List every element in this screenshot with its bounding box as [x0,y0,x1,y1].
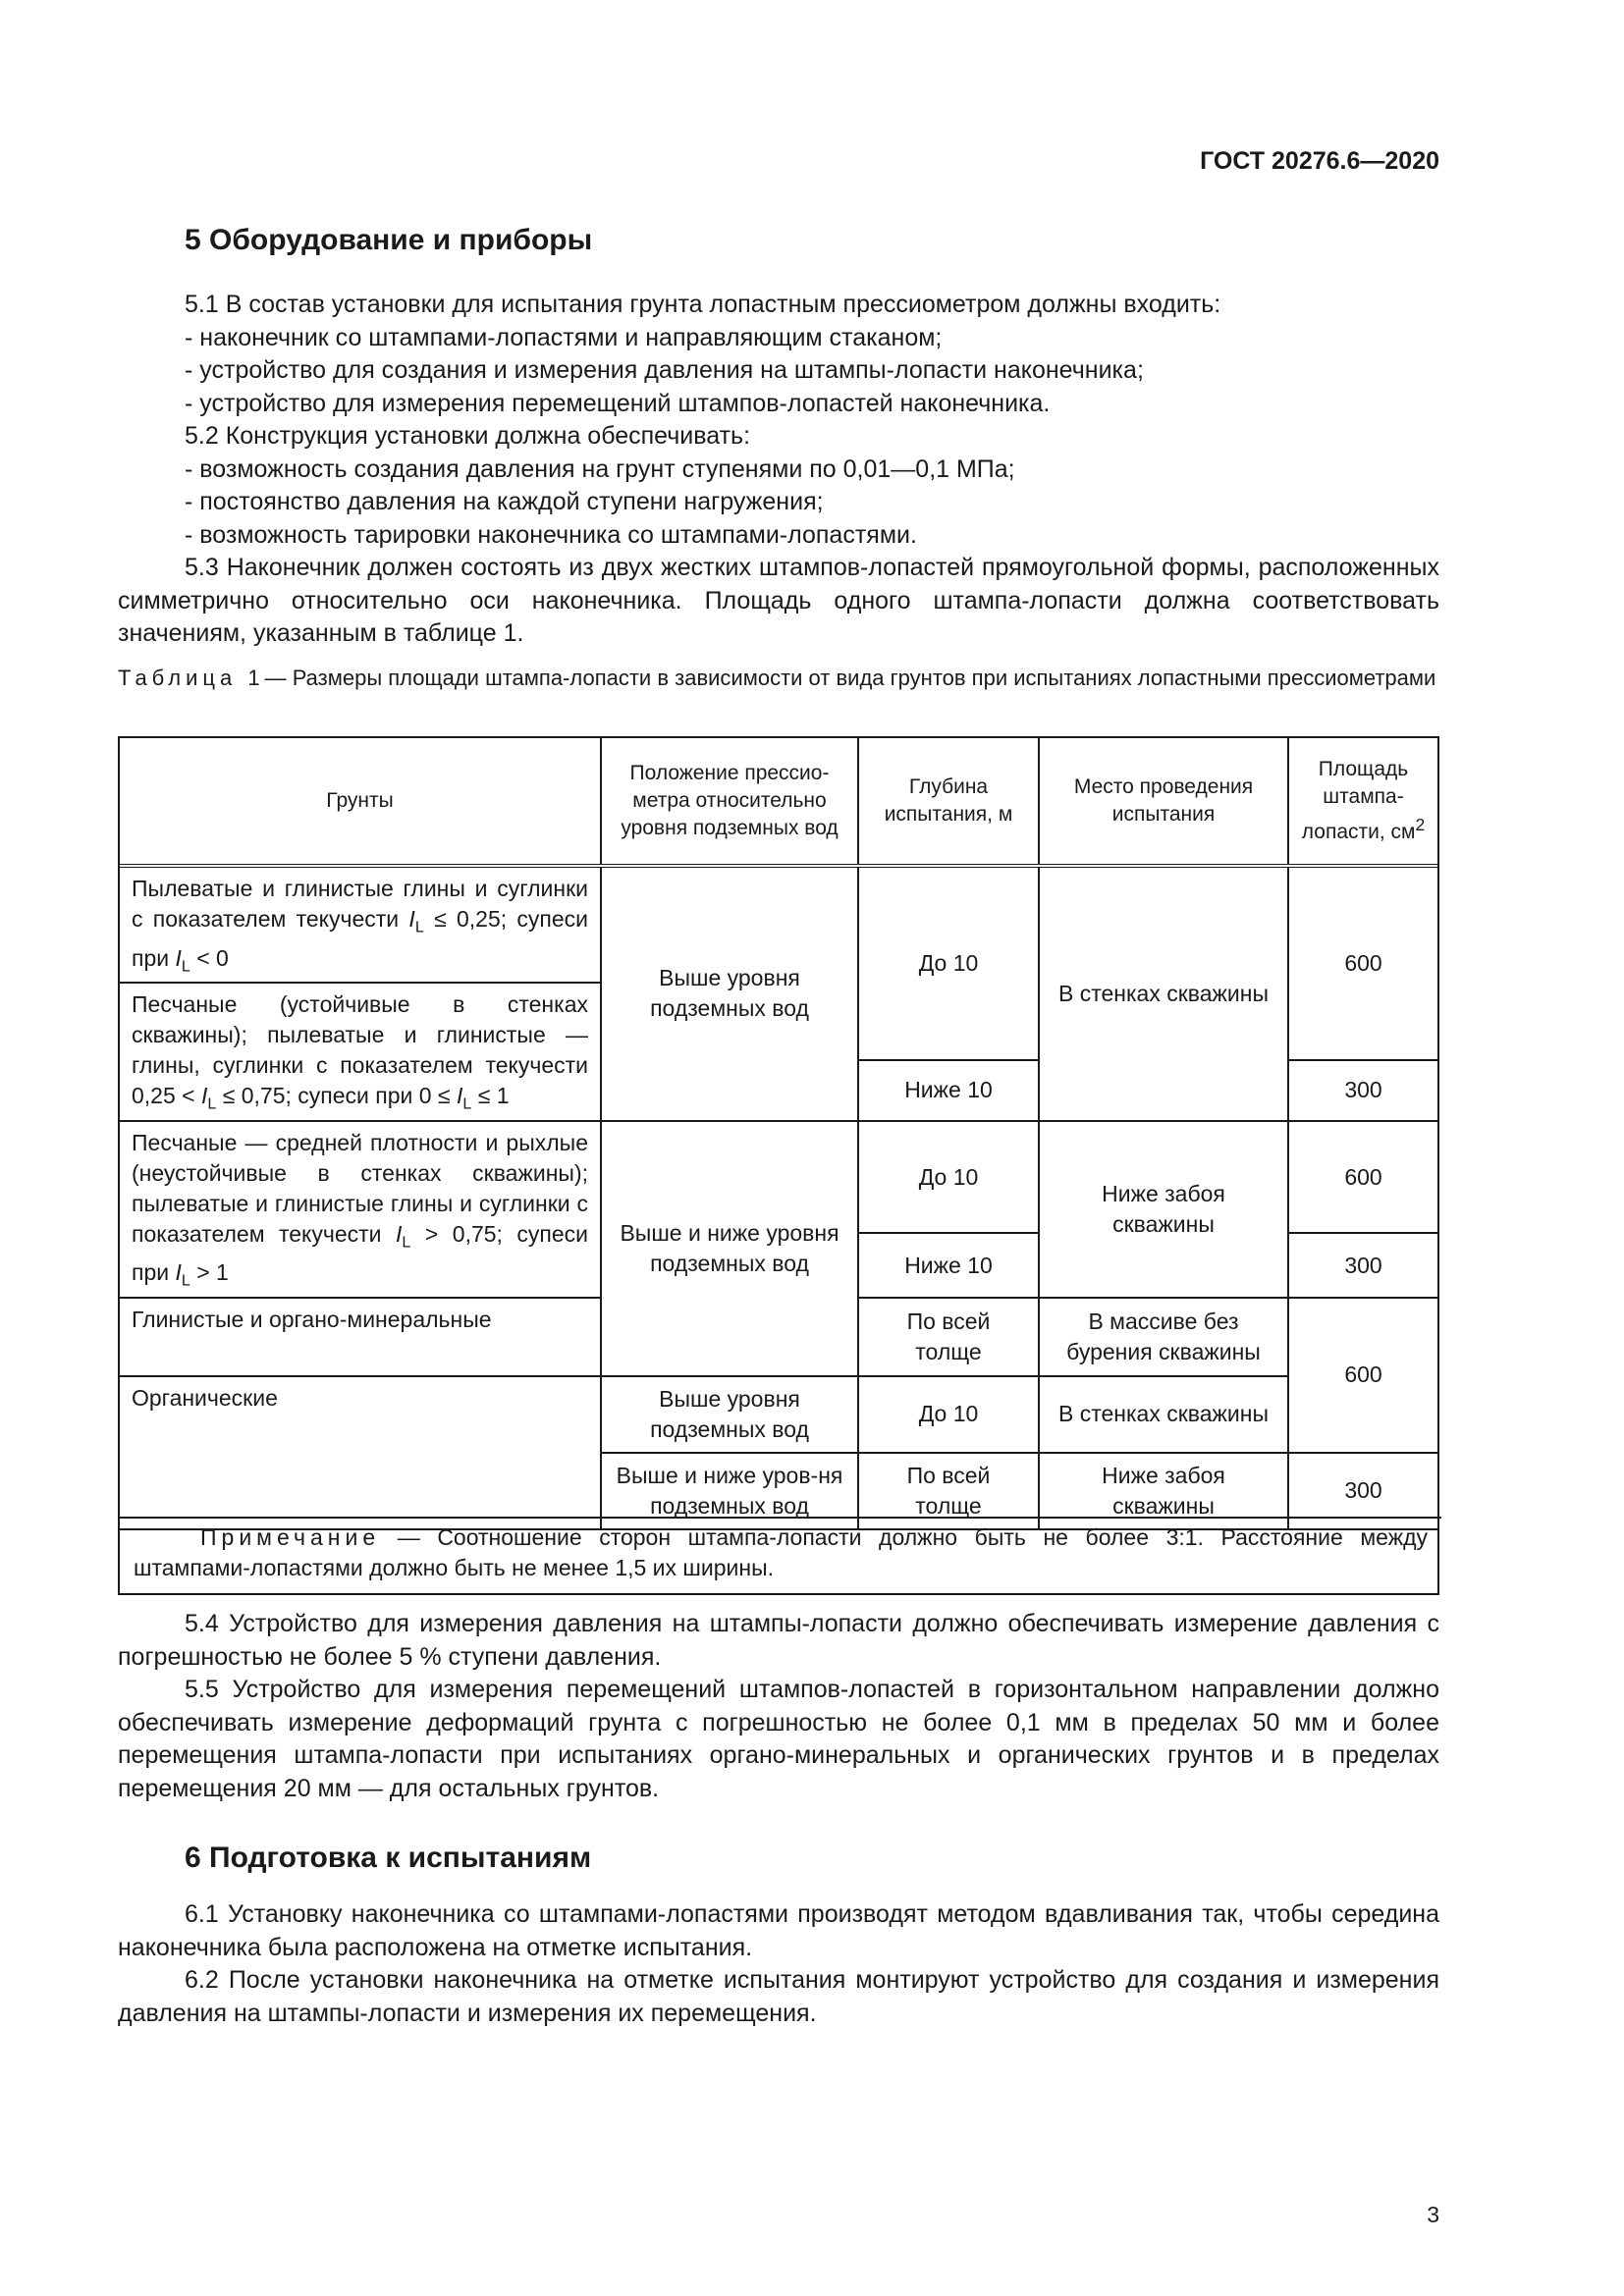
depth-cell-2: Ниже 10 [858,1060,1039,1121]
table-row [120,866,1437,983]
header-area [1288,738,1437,866]
place-cell-5: Ниже забоя скважины [1039,1453,1288,1529]
paragraph-5-5: 5.5 Устройство для измерения перемещений штампов-лопастей в горизонтальном направлении должно обеспечивать измерение деформаций грунта с погрешностью не более 0,1 мм в пределах 50 мм и более перемещения штампа-лопасти при испытаниях органо-минеральных и органических грунтов и в пределах перемещения 20 мм — для остальных грунтов. [118,1676,1439,1802]
table-caption-label: Таблица 1 [118,666,265,690]
section-5-heading: 5 Оборудование и приборы [185,224,593,256]
table-row [120,1121,1437,1233]
place-cell-2: Ниже забоя скважины [1039,1121,1288,1298]
page-number: 3 [1427,2202,1439,2227]
soil-cell-1: Пылеватые и глинистые глины и суглинки с показателем текучести $I_L \le 0,25$; супеси при $I_L < 0$ [120,866,601,983]
table-1 [120,738,1437,1530]
depth-cell-1: До 10 [858,866,1039,1060]
soil-cell-4: Глинистые и органо-минеральные [120,1298,601,1376]
area-cell-3: 600 [1288,1121,1437,1233]
header-depth: Глубина испытания, м [858,738,1039,866]
header-place: Место проведения испытания [1039,738,1288,866]
paragraph-5-3: 5.3 Наконечник должен состоять из двух жестких штампов-лопастей прямоугольной формы, расположенных симметрично относительно оси наконечника. Площадь одного штампа-лопасти должна соответствовать значениям, указанным в таблице 1. [118,554,1439,647]
depth-cell-6: До 10 [858,1376,1039,1453]
note-text: — Соотношение сторон штампа-лопасти должно быть не более 3:1. Расстояние между штампами-лопастями должно быть не менее 1,5 их ширины. [134,1524,1428,1580]
table-caption-text: — Размеры площади штампа-лопасти в зависимости от вида грунтов при испытаниях лопастными прессиометрами [264,666,1436,690]
section-6-body [118,1898,1439,2030]
table-note [120,1517,1441,1583]
section-6-heading: 6 Подготовка к испытаниям [185,1842,592,1874]
position-cell-1: Выше уровня подземных вод [601,866,858,1121]
position-cell-3: Выше уровня подземных вод [601,1376,858,1453]
paragraph-6-1: 6.1 Установку наконечника со штампами-лопастями производят методом вдавливания так, чтобы середина наконечника была расположена на отметке испытания. [118,1900,1439,1961]
depth-cell-5: По всей толще [858,1298,1039,1376]
table-caption [118,664,1439,693]
header-area-text: Площадь штампа-лопасти, см [1301,758,1416,843]
area-cell-4: 300 [1288,1233,1437,1298]
paragraph-5-1: 5.1 В состав установки для испытания грунта лопастным прессиометром должны входить: [185,291,1221,318]
standard-code: ГОСТ 20276.6—2020 [1200,147,1439,175]
list-item: - наконечник со штампами-лопастями и направляющим стаканом; [185,323,943,351]
area-cell-1: 600 [1288,866,1437,1060]
list-item: - устройство для создания и измерения давления на штампы-лопасти наконечника; [185,356,1144,384]
place-cell-4: В стенках скважины [1039,1376,1288,1453]
table-row [120,1376,1437,1453]
section-5-continued [118,1608,1439,1805]
list-item: - возможность тарировки наконечника со штампами-лопастями. [185,520,917,549]
soil-cell-5: Органические [120,1376,601,1529]
paragraph-5-4: 5.4 Устройство для измерения давления на штампы-лопасти должно обеспечивать измерение давления с погрешностью не более 5 % ступени давления. [118,1610,1439,1671]
depth-cell-7: По всей толще [858,1453,1039,1529]
header-area-sup: 2 [1415,815,1426,834]
note-label: Примечание [200,1524,381,1550]
depth-cell-3: До 10 [858,1121,1039,1233]
list-item: - устройство для измерения перемещений штампов-лопастей наконечника. [185,389,1051,417]
table-header-row [120,738,1437,866]
paragraph-5-2: 5.2 Конструкция установки должна обеспечивать: [185,422,751,450]
place-cell-1: В стенках скважины [1039,866,1288,1121]
area-cell-5: 600 [1288,1298,1437,1453]
paragraph-6-2: 6.2 После установки наконечника на отметке испытания монтируют устройство для создания и измерения давления на штампы-лопасти и измерения их перемещения. [118,1966,1439,2027]
depth-cell-4: Ниже 10 [858,1233,1039,1298]
list-item: - постоянство давления на каждой ступени нагружения; [185,488,824,515]
soil-cell-2: Песчаные (устойчивые в стенках скважины); пылеватые и глинистые — глины, суглинки с показателем текучести $0,25 < I_L \le 0,75$; супеси при $0 \le I_L \le 1$ [120,983,601,1121]
area-cell-6: 300 [1288,1453,1437,1529]
section-5-body [118,289,1439,651]
header-position: Положение прессио-метра относительно уровня подземных вод [601,738,858,866]
position-cell-4: Выше и ниже уров-ня подземных вод [601,1453,858,1529]
place-cell-3: В массиве без бурения скважины [1039,1298,1288,1376]
area-cell-2: 300 [1288,1060,1437,1121]
list-item: - возможность создания давления на грунт ступенями по 0,01—0,1 МПа; [185,454,1015,483]
position-cell-2: Выше и ниже уровня подземных вод [601,1121,858,1376]
soil-cell-3: Песчаные — средней плотности и рыхлые (неустойчивые в стенках скважины); пылеватые и глинистые глины и суглинки с показателем текучести $I_L > 0,75$; супеси при $I_L > 1$ [120,1121,601,1298]
header-soils: Грунты [120,738,601,866]
table-1-frame [118,736,1439,1595]
